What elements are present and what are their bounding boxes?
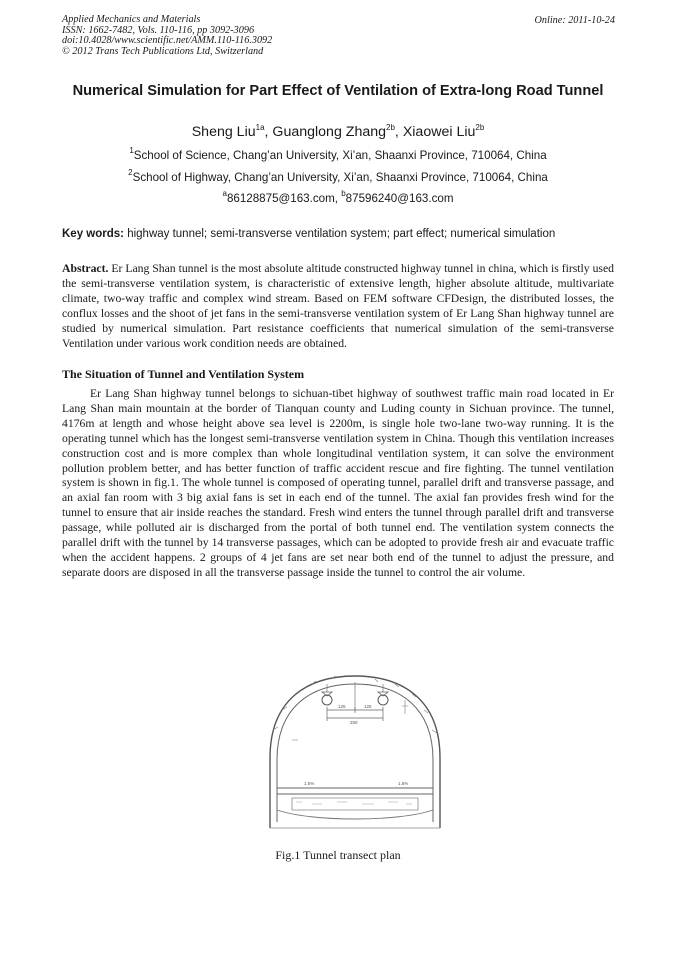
dimension-label: 125 xyxy=(338,704,346,709)
affiliation-1 xyxy=(62,146,614,162)
affiliation-sup: 1 xyxy=(129,146,134,155)
figure-caption: Fig.1 Tunnel transect plan xyxy=(275,848,401,862)
paper-title: Numerical Simulation for Part Effect of Ventilation of Extra-long Road Tunnel xyxy=(72,83,604,99)
dimension-label: 125 xyxy=(364,704,372,709)
journal-header xyxy=(62,15,272,57)
body-paragraph: Er Lang Shan highway tunnel belongs to sichuan-tibet highway of southwest traffic main road located in Er Lang Shan main mountain at the border of Tianquan county and Luding county in Sichuan province. The tunnel, 4176m at length and whose height above sea level is 2200m, is single hole two-lane two-way running. It is the operating tunnel which has the longest semi-transverse ventilation system in China. Though this ventilation increases construction cost and is more complex than whole longitudinal ventilation system, it can solve the environment pollution problem better, and has better function of traffic accident rescue and fire fighting. The tunnel ventilation system is shown in fig.1. The whole tunnel is composed of operating tunnel, parallel drift and transverse passage, and an axial fan room with 3 big axial fans is set in each end of the tunnel. The axial fan provides fresh wind for the tunnel to ensure that air inside reaches the standard. Fresh wind enters the tunnel through parallel drift and transverse passage, while polluted air is discharged from the portal of both tunnel end. The ventilation system connects the parallel drift with the tunnel by 14 transverse passages, which can be adopted to provide fresh air and evacuate traffic when the accident happens. 2 groups of 4 jet fans are set near both end of the tunnel to adjust the pressure, and separate doors are disposed in all the transverse passage inside the tunnel to control the air volume. xyxy=(62,387,614,579)
fan-hangers xyxy=(327,682,383,710)
author-sup: 2b xyxy=(386,123,395,132)
keywords-label: Key words: xyxy=(62,228,124,240)
abstract-text: Er Lang Shan tunnel is the most absolute altitude constructed highway tunnel in china, which is firstly used the semi-transverse ventilation system, is characteristic of extensive length, higher absolute altitude, multivariate climate, two-way traffic and complex wind stream. Based on FEM software CFDesign, the distributed losses, the conflux losses and the shoot of jet fans in the semi-transverse ventilation system of Er Lang Shan highway tunnel are studied by numerical simulation. Part resistance coefficients that numerical simulation of the semi-transverse Ventilation under various work condition needs are obtained. xyxy=(62,262,615,350)
email-line: $^a$86128875@163.com, $^b$87596240@163.com xyxy=(222,189,454,205)
online-date: Online: 2011-10-24 xyxy=(534,15,615,26)
author-sup: 1a xyxy=(255,123,265,132)
keywords-text: highway tunnel; semi-transverse ventilation system; part effect; numerical simulation xyxy=(127,228,556,240)
email-sup: a xyxy=(222,189,227,198)
issn-line: ISSN: 1662-7482, Vols. 110-116, pp 3092-3096 xyxy=(62,24,255,36)
email-link[interactable]: 87596240@163.com xyxy=(345,192,454,205)
email-link[interactable]: 86128875@163.com xyxy=(226,192,335,205)
author-name: Sheng Liu xyxy=(191,124,256,140)
base-hatch xyxy=(296,802,412,804)
slope-label: 1.5% xyxy=(398,781,409,786)
dimension-label: 250 xyxy=(350,720,358,725)
base-slab xyxy=(270,798,440,828)
email-sup: b xyxy=(341,189,346,198)
affiliation-sup: 2 xyxy=(128,168,133,177)
inverted-arch xyxy=(277,810,433,819)
doi-line: doi:10.4028/www.scientific.net/AMM.110-116.3092 xyxy=(62,35,273,47)
keywords xyxy=(62,228,622,240)
tunnel-transect-figure xyxy=(262,670,448,840)
author-sup: 2b xyxy=(475,123,485,132)
author-list: Sheng Liu$^{1a}$, Guanglong Zhang$^{2b}$, Xiaowei Liu$^{2b}$ xyxy=(191,123,485,140)
journal-name: Applied Mechanics and Materials xyxy=(62,14,201,25)
affiliation-2 xyxy=(62,168,614,184)
abstract xyxy=(62,262,614,351)
dimension-lines xyxy=(327,707,383,721)
author-name: Xiaowei Liu xyxy=(402,124,476,140)
abstract-label: Abstract. xyxy=(62,262,109,275)
affiliation-text: School of Science, Chang’an University, Xi’an, Shaanxi Province, 710064, China xyxy=(133,149,547,162)
section-heading: The Situation of Tunnel and Ventilation System xyxy=(62,367,305,381)
affiliation-text: School of Highway, Chang’an University, Xi’an, Shaanxi Province, 710064, China xyxy=(132,171,548,184)
author-name: Guanglong Zhang xyxy=(272,124,387,140)
slope-label: 1.5% xyxy=(304,781,315,786)
road-surface xyxy=(277,788,433,794)
copyright-line: © 2012 Trans Tech Publications Ltd, Switzerland xyxy=(62,45,264,57)
